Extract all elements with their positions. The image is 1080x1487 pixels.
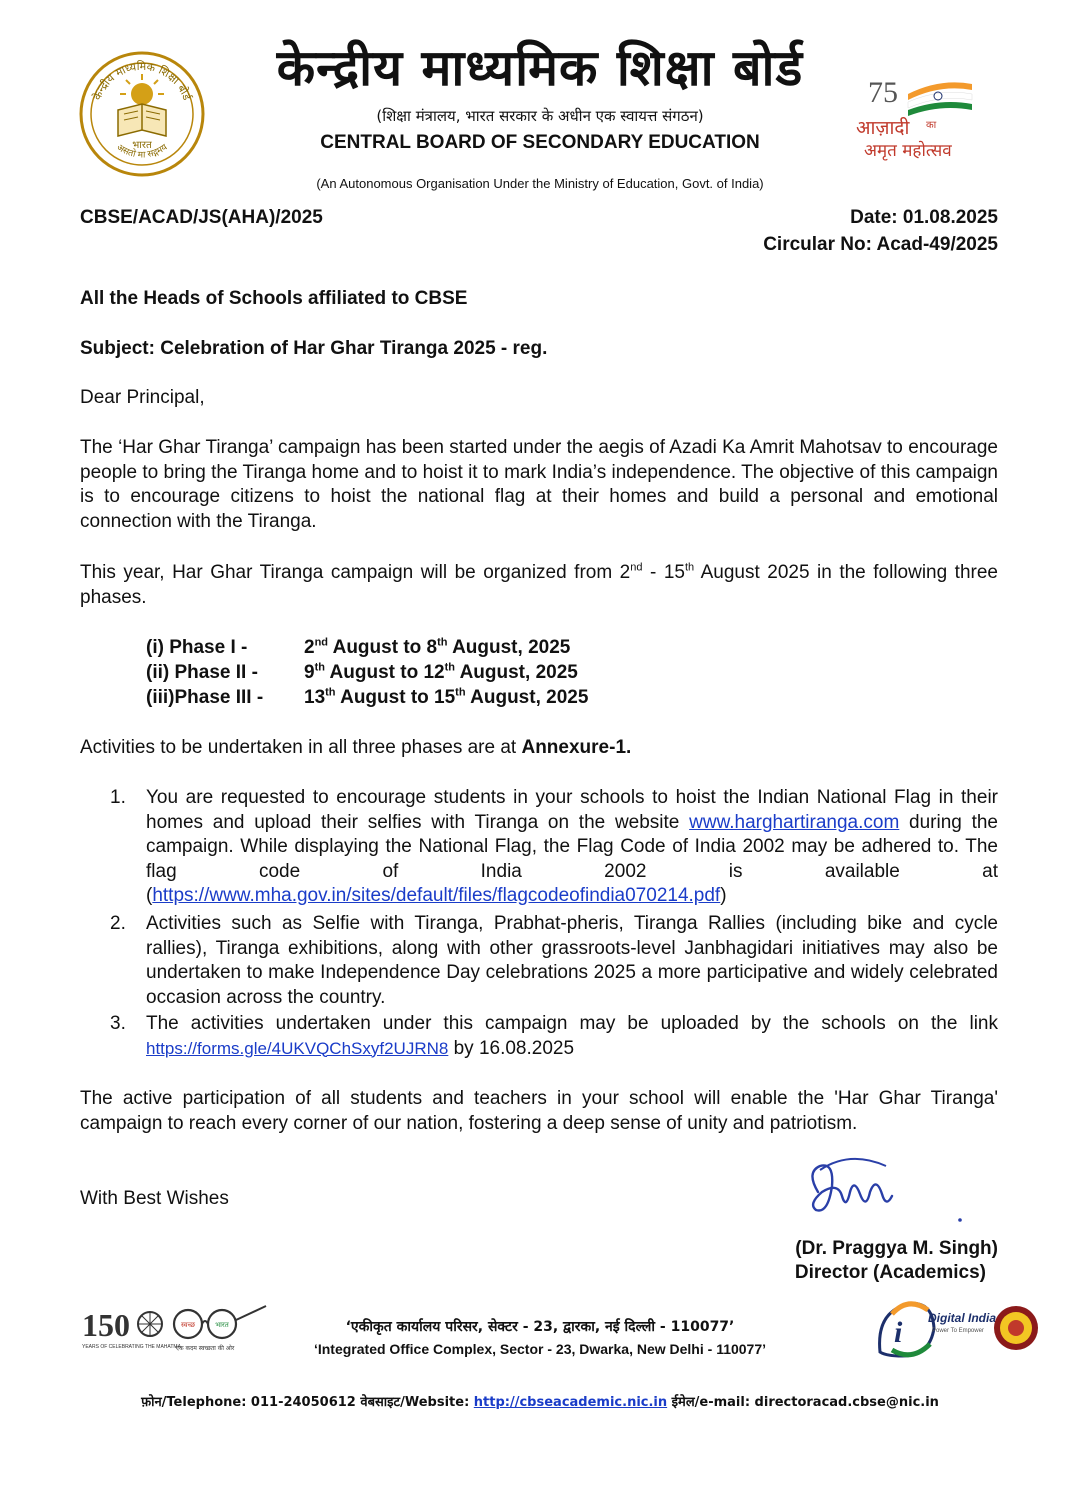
logo-line1: आज़ादी: [856, 117, 910, 139]
website-link[interactable]: http://cbseacademic.nic.in: [473, 1395, 668, 1410]
logo-small: का: [926, 120, 937, 131]
phase-item: (iii)Phase III - 13th August to 15th August, 2025: [146, 686, 589, 708]
harghartiranga-link[interactable]: www.harghartiranga.com: [689, 811, 900, 833]
circular-number: Circular No: Acad-49/2025: [763, 234, 998, 255]
emblem-arc-text: केन्द्रीय माध्यमिक शिक्षा बोर्ड: [90, 59, 194, 102]
signatory-title: Director (Academics): [794, 1262, 986, 1283]
list-number: 2.: [110, 913, 126, 934]
handwritten-signature: [790, 1152, 980, 1242]
circular-date: Date: 01.08.2025: [850, 207, 998, 228]
list-number: 1.: [110, 787, 126, 808]
subject-line: Subject: Celebration of Har Ghar Tiranga 2025 - reg.: [80, 338, 548, 359]
gandhi-150-number: 150: [82, 1307, 130, 1343]
swachh-text: स्वच्छ: [180, 1321, 196, 1329]
signatory-name: (Dr. Praggya M. Singh): [795, 1238, 998, 1259]
gandhi-150-caption: YEARS OF CELEBRATING THE MAHATMA: [82, 1344, 181, 1350]
reference-number: CBSE/ACAD/JS(AHA)/2025: [80, 207, 323, 228]
emblem-mid-text: भारत: [132, 140, 152, 151]
svg-text:i: i: [894, 1316, 903, 1349]
board-subtitle-hindi: (शिक्षा मंत्रालय, भारत सरकार के अधीन एक स्वायत्त संगठन): [376, 107, 704, 125]
footer-contact: फ़ोन/Telephone: 011-24050612 वेबसाइट/Website: http://cbseacademic.nic.in ईमेल/e-mail: directoracad.cbse@nic.in: [141, 1395, 939, 1410]
board-title-english: CENTRAL BOARD OF SECONDARY EDUCATION: [320, 132, 760, 153]
list-number: 3.: [110, 1013, 126, 1034]
bharat-text: भारत: [215, 1321, 229, 1329]
digital-india-brand: Digital India: [928, 1311, 997, 1325]
azadi-ka-amrit-mahotsav-logo: [850, 72, 990, 162]
logo-number: 75: [868, 76, 898, 109]
list-item: Activities such as Selfie with Tiranga, Prabhat-pheris, Tiranga Rallies (including bike and cycle rallies), Tiranga exhibitions, along with other grassroots-level Janbhagidari initiatives may also be undertaken to make Independence Day celebrations 2025 a more participative and widely celebrated occasion across the country.: [146, 913, 998, 1008]
salutation: Dear Principal,: [80, 387, 205, 408]
footer-address-hindi: ‘एकीकृत कार्यालय परिसर, सेक्टर - 23, द्वारका, नई दिल्ली - 110077’: [345, 1319, 735, 1335]
flag-code-link[interactable]: https://www.mha.gov.in/sites/default/files/flagcodeofindia070214.pdf: [152, 885, 721, 906]
phase-item: (i) Phase I - 2nd August to 8th August, 2025: [146, 636, 571, 658]
upload-form-link[interactable]: https://forms.gle/4UKVQChSxyf2UJRN8: [146, 1038, 449, 1058]
activities-note: Activities to be undertaken in all three phases are at Annexure-1.: [80, 737, 632, 758]
emblem-seal-icon: [994, 1306, 1038, 1350]
emblem-motto-text: असतो मा सद्गमय: [114, 142, 170, 161]
digital-india-tagline: Power To Empower: [932, 1328, 984, 1334]
best-wishes: With Best Wishes: [80, 1188, 229, 1209]
footer-address-english: ‘Integrated Office Complex, Sector - 23, Dwarka, New Delhi - 110077’: [313, 1341, 767, 1357]
paragraph-intro: The ‘Har Ghar Tiranga’ campaign has been started under the aegis of Azadi Ka Amrit Mahotsav to encourage people to bring the Tiranga home and to hoist it to mark India’s independence. The objective of this campaign is to encourage citizens to hoist the national flag at their homes and build a personal and emotional connection with the Tiranga.: [80, 437, 998, 532]
board-title-hindi: केन्द्रीय माध्यमिक शिक्षा बोर्ड: [276, 39, 804, 97]
digital-india-logo: [872, 1292, 1040, 1364]
list-item: You are requested to encourage students in your schools to hoist the Indian National Flag in their homes and upload their selfies with Tiranga on the website www.harghartiranga.com during the campaign. While displaying the National Flag, the Flag Code of India 2002 may be adhered to. The flag code of India 2002 is available at (https://www.mha.gov.in/sites/default/files/flagcodeofindia070214.pdf): [146, 787, 998, 906]
list-item: The activities undertaken under this campaign may be uploaded by the schools on the link https://forms.gle/4UKVQChSxyf2UJRN8 by 16.08.2025: [146, 1013, 998, 1059]
paragraph-schedule: This year, Har Ghar Tiranga campaign will be organized from 2nd - 15th August 2025 in the following three phases.: [80, 561, 998, 608]
annexure-label: Annexure-1.: [521, 737, 632, 758]
phase-item: (ii) Phase II - 9th August to 12th August, 2025: [146, 661, 578, 683]
logo-line2: अमृत महोत्सव: [864, 141, 952, 161]
paragraph-closing: The active participation of all students and teachers in your school will enable the 'Har Ghar Tiranga' campaign to reach every corner of our nation, fostering a deep sense of unity and patriotism.: [80, 1088, 998, 1134]
board-subtitle-english: (An Autonomous Organisation Under the Ministry of Education, Govt. of India): [316, 176, 764, 191]
swachh-tagline: एक कदम स्वच्छता की ओर: [175, 1345, 235, 1352]
addressee: All the Heads of Schools affiliated to CBSE: [80, 288, 468, 309]
